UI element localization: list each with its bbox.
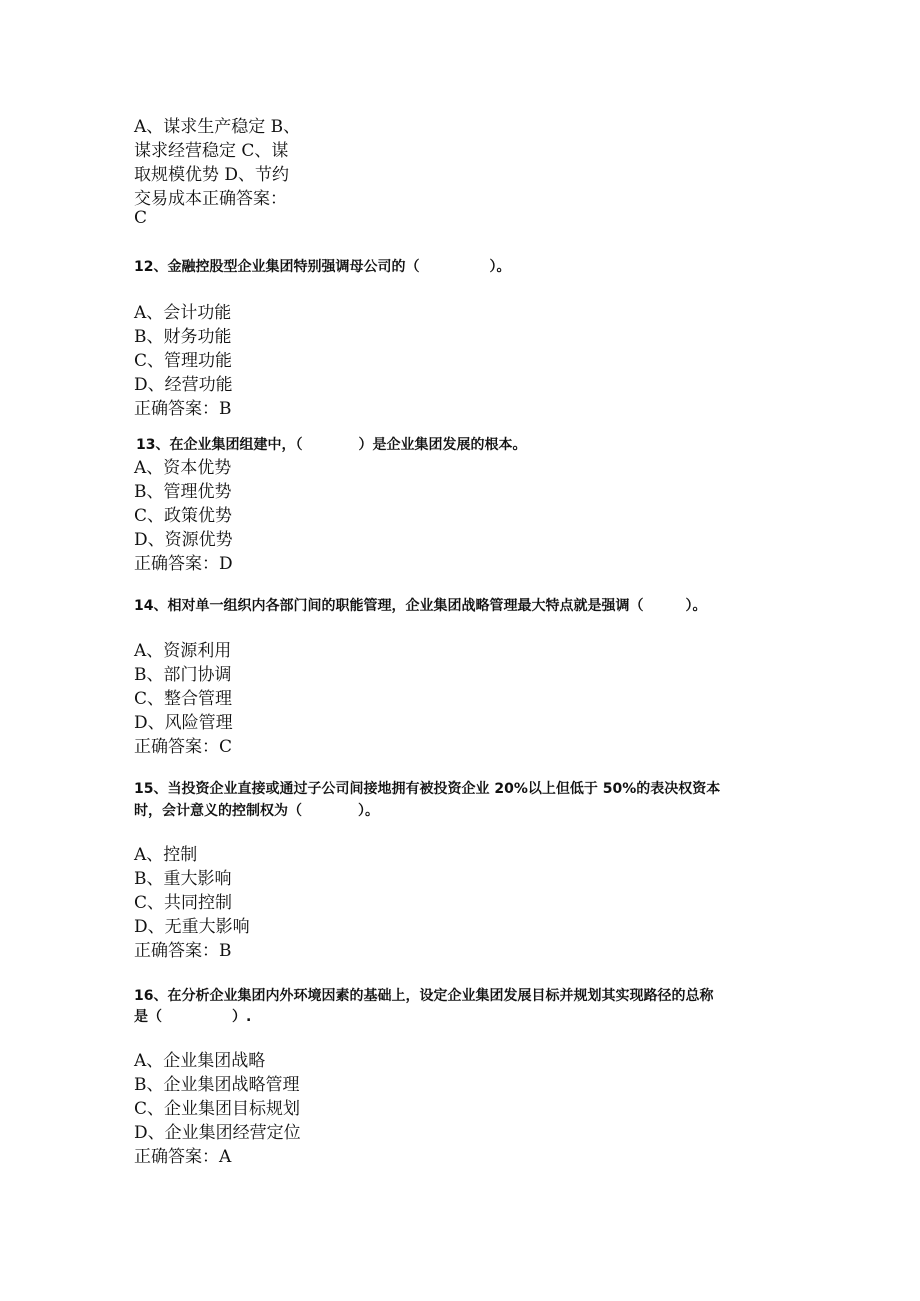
question-15-answer: 正确答案：B	[134, 941, 232, 961]
question-16-option-c: C、企业集团目标规划	[134, 1099, 301, 1119]
question-14-option-b: B、部门协调	[134, 665, 232, 685]
question-14-option-a: A、资源利用	[134, 641, 232, 661]
question-15-option-c: C、共同控制	[134, 893, 233, 913]
question-16-option-d: D、企业集团经营定位	[134, 1123, 301, 1143]
fragment-line-1: A、谋求生产稳定 B、	[134, 117, 301, 137]
question-16-stem-line-2: 是（ ）.	[134, 1009, 252, 1025]
question-13-option-b: B、管理优势	[134, 482, 232, 502]
question-15-stem-line-1: 15、当投资企业直接或通过子公司间接地拥有被投资企业 20%以上但低于 50%的表决权资本	[134, 781, 721, 797]
question-13-option-d: D、资源优势	[134, 530, 233, 550]
question-15-option-d: D、无重大影响	[134, 917, 250, 937]
question-13-answer: 正确答案：D	[134, 554, 233, 574]
question-12-answer: 正确答案：B	[134, 399, 232, 419]
question-13-option-c: C、政策优势	[134, 506, 233, 526]
question-12-option-b: B、财务功能	[134, 327, 232, 347]
question-15-option-a: A、控制	[134, 845, 198, 865]
question-14-option-c: C、整合管理	[134, 689, 233, 709]
question-14-answer: 正确答案：C	[134, 737, 233, 757]
fragment-line-2: 谋求经营稳定 C、谋	[134, 141, 289, 161]
question-13-option-a: A、资本优势	[134, 458, 232, 478]
question-12-stem: 12、金融控股型企业集团特别强调母公司的（ ）。	[134, 259, 511, 275]
fragment-line-4: 交易成本正确答案：	[134, 189, 287, 209]
question-15-stem-line-2: 时，会计意义的控制权为（ ）。	[134, 803, 379, 819]
fragment-line-3: 取规模优势 D、节约	[134, 165, 290, 185]
question-14-stem: 14、相对单一组织内各部门间的职能管理，企业集团战略管理最大特点就是强调（ ）。	[134, 598, 707, 614]
question-12-option-d: D、经营功能	[134, 375, 233, 395]
question-15-option-b: B、重大影响	[134, 869, 232, 889]
question-16-answer: 正确答案：A	[134, 1147, 232, 1167]
question-14-option-d: D、风险管理	[134, 713, 233, 733]
question-12-option-c: C、管理功能	[134, 351, 233, 371]
question-13-stem: 13、在企业集团组建中，（ ）是企业集团发展的根本。	[136, 437, 527, 453]
fragment-line-5: C	[134, 208, 148, 228]
question-16-stem-line-1: 16、在分析企业集团内外环境因素的基础上，设定企业集团发展目标并规划其实现路径的总称	[134, 988, 714, 1004]
question-16-option-a: A、企业集团战略	[134, 1051, 266, 1071]
question-12-option-a: A、会计功能	[134, 303, 232, 323]
question-16-option-b: B、企业集团战略管理	[134, 1075, 300, 1095]
